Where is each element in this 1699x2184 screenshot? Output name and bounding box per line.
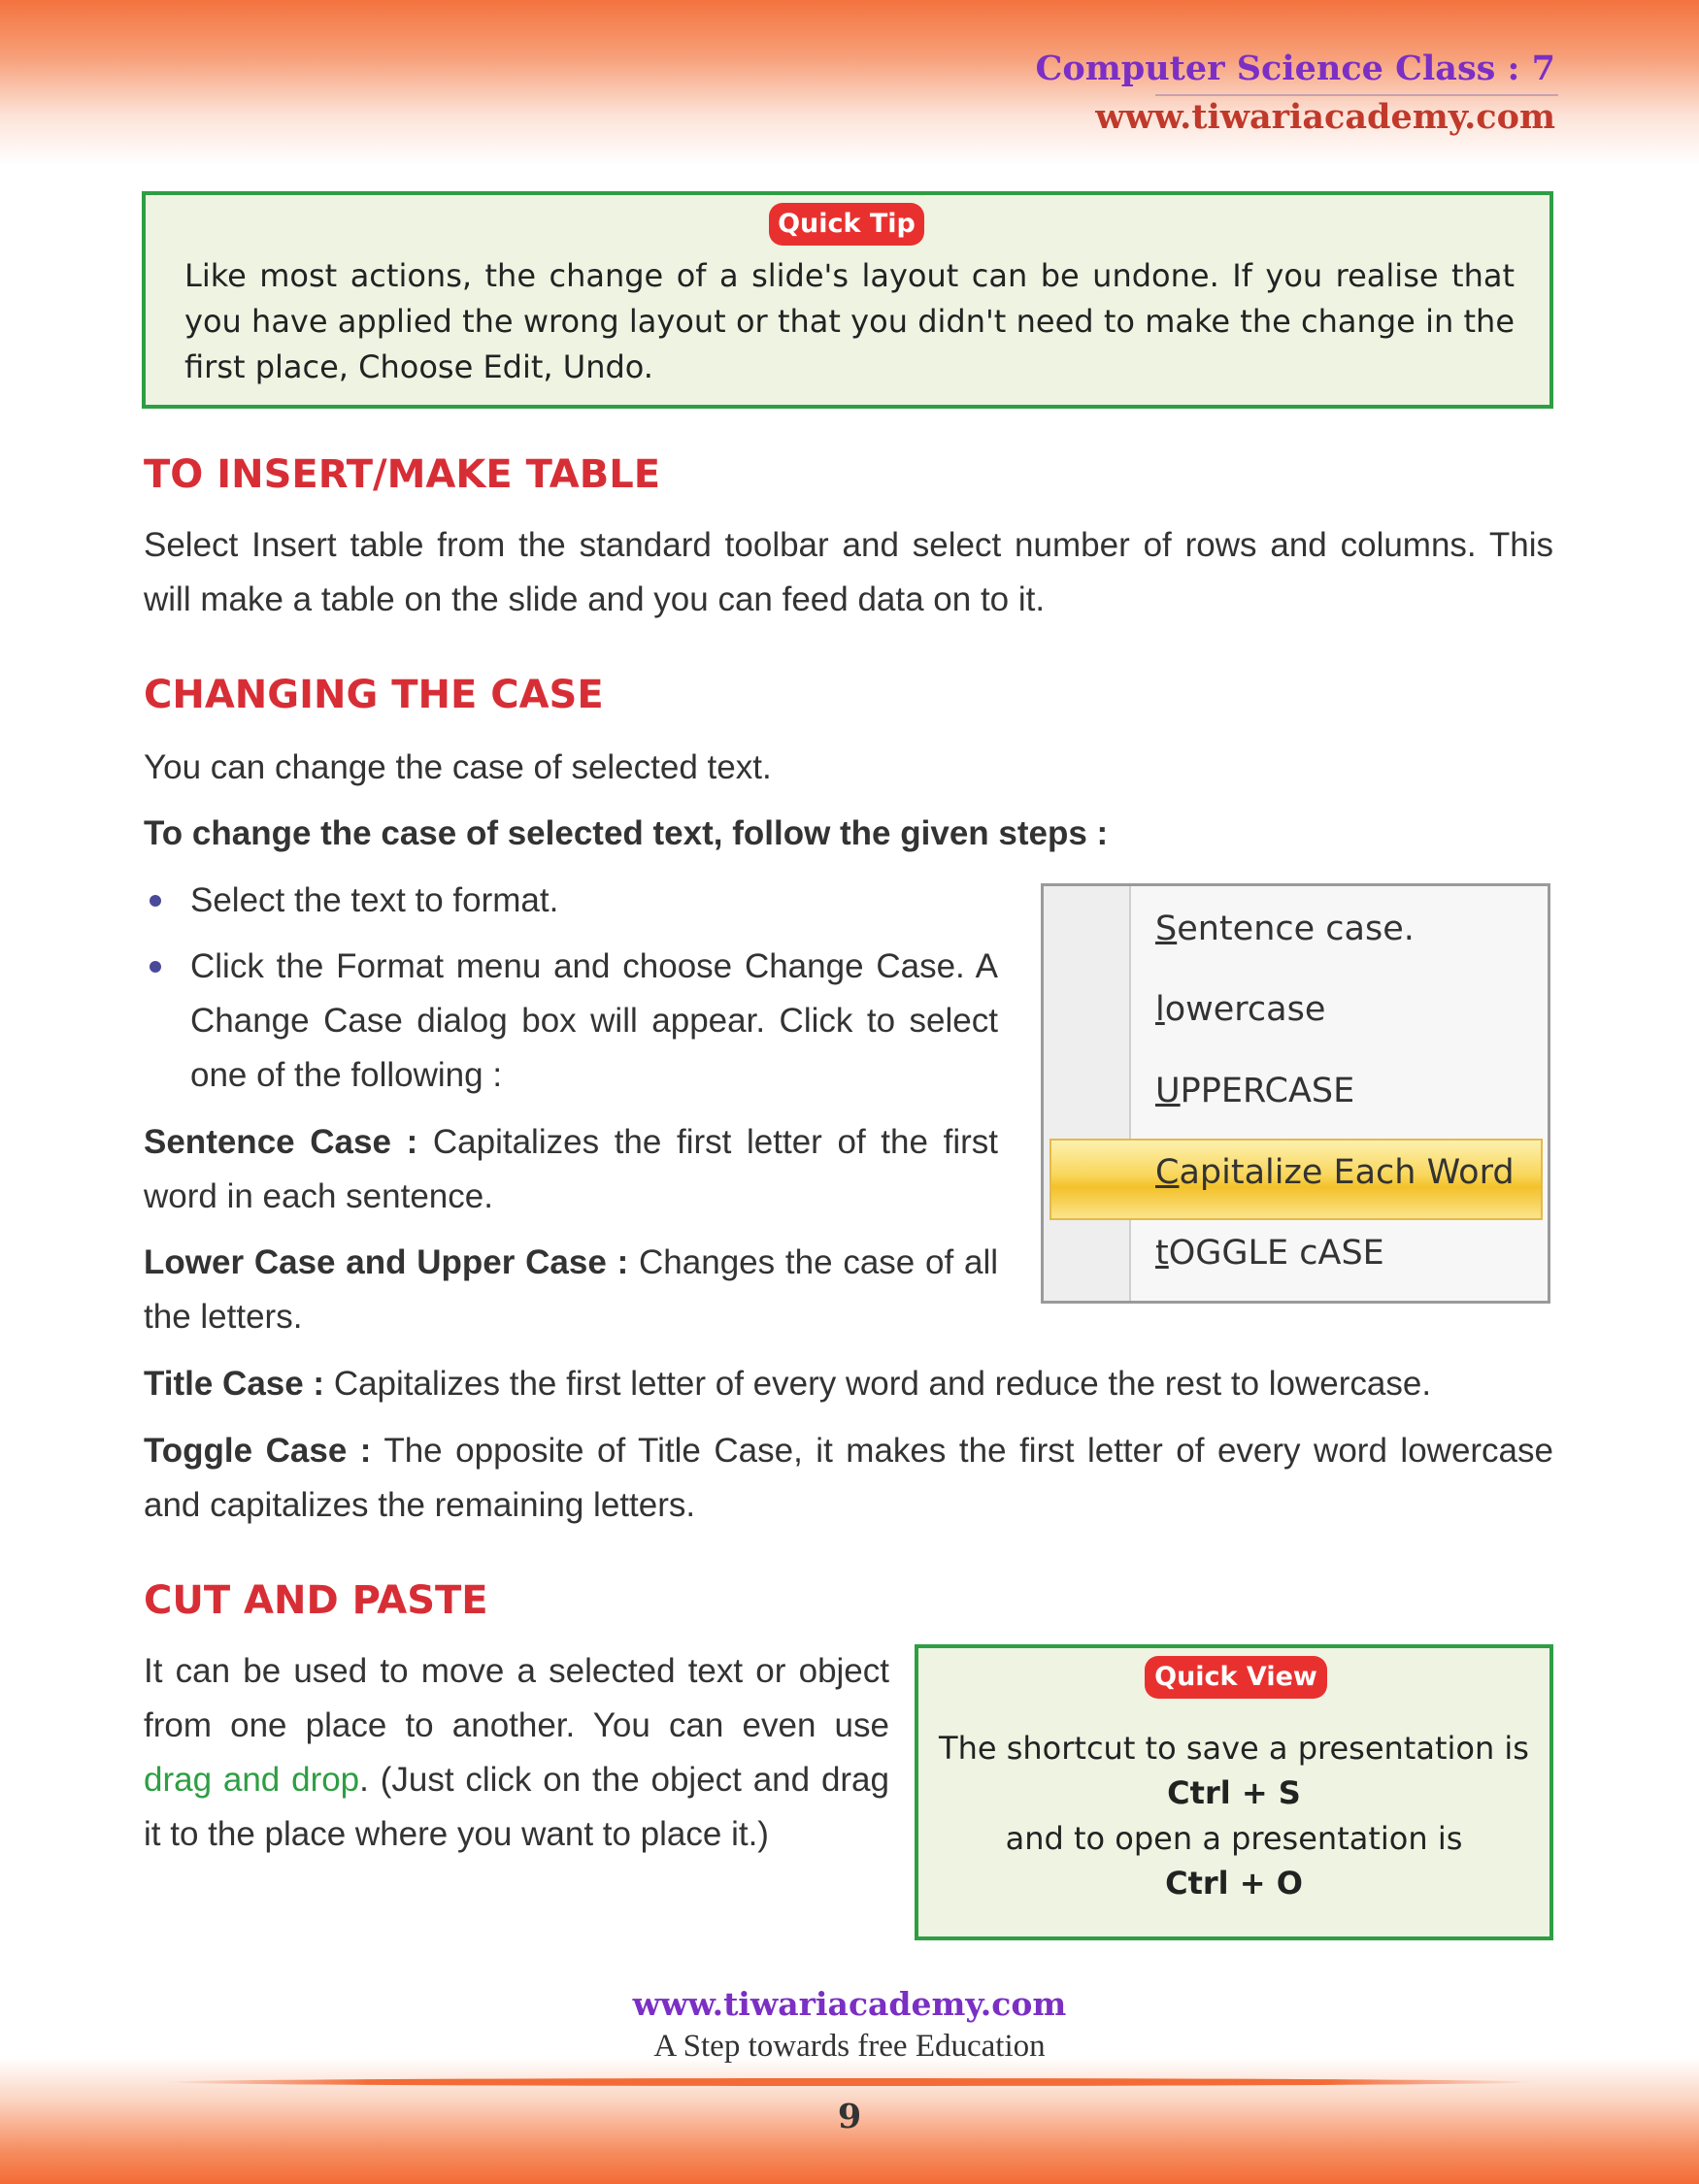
insert-table-text: Select Insert table from the standard toolbar and select number of rows and columns. This will make a table on the slide and you can feed data on to it. <box>144 526 1553 618</box>
definition-sentence-case: Sentence Case : Capitalizes the first letter of the first word in each sentence. <box>144 1123 998 1215</box>
change-case-menu <box>1041 883 1550 1304</box>
menu-item-lowercase[interactable]: lowercase <box>1155 990 1326 1029</box>
cut-paste-heading: CUT AND PASTE <box>144 1578 488 1623</box>
quick-view-open-text: and to open a presentation is <box>1005 1820 1463 1857</box>
page-number: 9 <box>837 2097 862 2136</box>
quick-tip-box <box>142 191 1553 409</box>
menu-item-capitalize-each-word[interactable]: Capitalize Each Word <box>1155 1153 1515 1192</box>
list-item: Click the Format menu and choose Change Case. A Change Case dialog box will appear. Click to select one of the following : <box>144 940 998 1103</box>
quick-view-save-text: The shortcut to save a presentation is <box>939 1730 1529 1767</box>
cut-paste-text: It can be used to move a selected text or object from one place to another. You can even use drag and drop. (Just click on the object and drag it to the place where you want to place it.) <box>144 1652 889 1853</box>
menu-item-uppercase[interactable]: UPPERCASE <box>1155 1072 1355 1110</box>
definition-lower-upper-case: Lower Case and Upper Case : Changes the case of all the letters. <box>144 1243 998 1336</box>
steps-title: To change the case of selected text, follow the given steps : <box>144 814 1109 852</box>
footer-tagline: A Step towards free Education <box>653 2029 1046 2064</box>
changing-case-intro: You can change the case of selected text. <box>144 748 772 786</box>
menu-item-sentence-case[interactable]: Sentence case. <box>1155 910 1415 948</box>
definition-toggle-case: Toggle Case : The opposite of Title Case, it makes the first letter of every word lowercase and capitalizes the remaining letters. <box>144 1432 1553 1524</box>
header-site-link[interactable]: www.tiwariacademy.com <box>1095 97 1555 137</box>
drag-and-drop-link[interactable]: drag and drop <box>144 1761 360 1799</box>
bullet-icon <box>150 961 161 973</box>
menu-item-toggle-case[interactable]: tOGGLE cASE <box>1155 1234 1384 1273</box>
footer-site-link[interactable]: www.tiwariacademy.com <box>632 1985 1067 2023</box>
open-shortcut: Ctrl + O <box>1165 1865 1303 1902</box>
list-item: Select the text to format. <box>144 874 998 928</box>
class-label: Computer Science Class : 7 <box>1035 49 1555 88</box>
quick-tip-badge: Quick Tip <box>769 203 924 246</box>
quick-view-box <box>915 1644 1553 1940</box>
quick-view-badge: Quick View <box>1145 1656 1327 1699</box>
save-shortcut: Ctrl + S <box>1167 1774 1301 1811</box>
bullet-icon <box>150 895 161 907</box>
definition-title-case: Title Case : Capitalizes the first letter of every word and reduce the rest to lowercase. <box>144 1365 1432 1403</box>
header-divider <box>1155 94 1558 96</box>
footer-divider <box>165 2078 1534 2086</box>
quick-tip-text: Like most actions, the change of a slide's layout can be undone. If you realise that you have applied the wrong layout or that you didn't need to make the change in the first place, Choose Edit, Undo. <box>184 257 1515 385</box>
insert-table-heading: TO INSERT/MAKE TABLE <box>144 452 661 497</box>
changing-case-heading: CHANGING THE CASE <box>144 673 604 717</box>
menu-gutter <box>1044 886 1131 1301</box>
